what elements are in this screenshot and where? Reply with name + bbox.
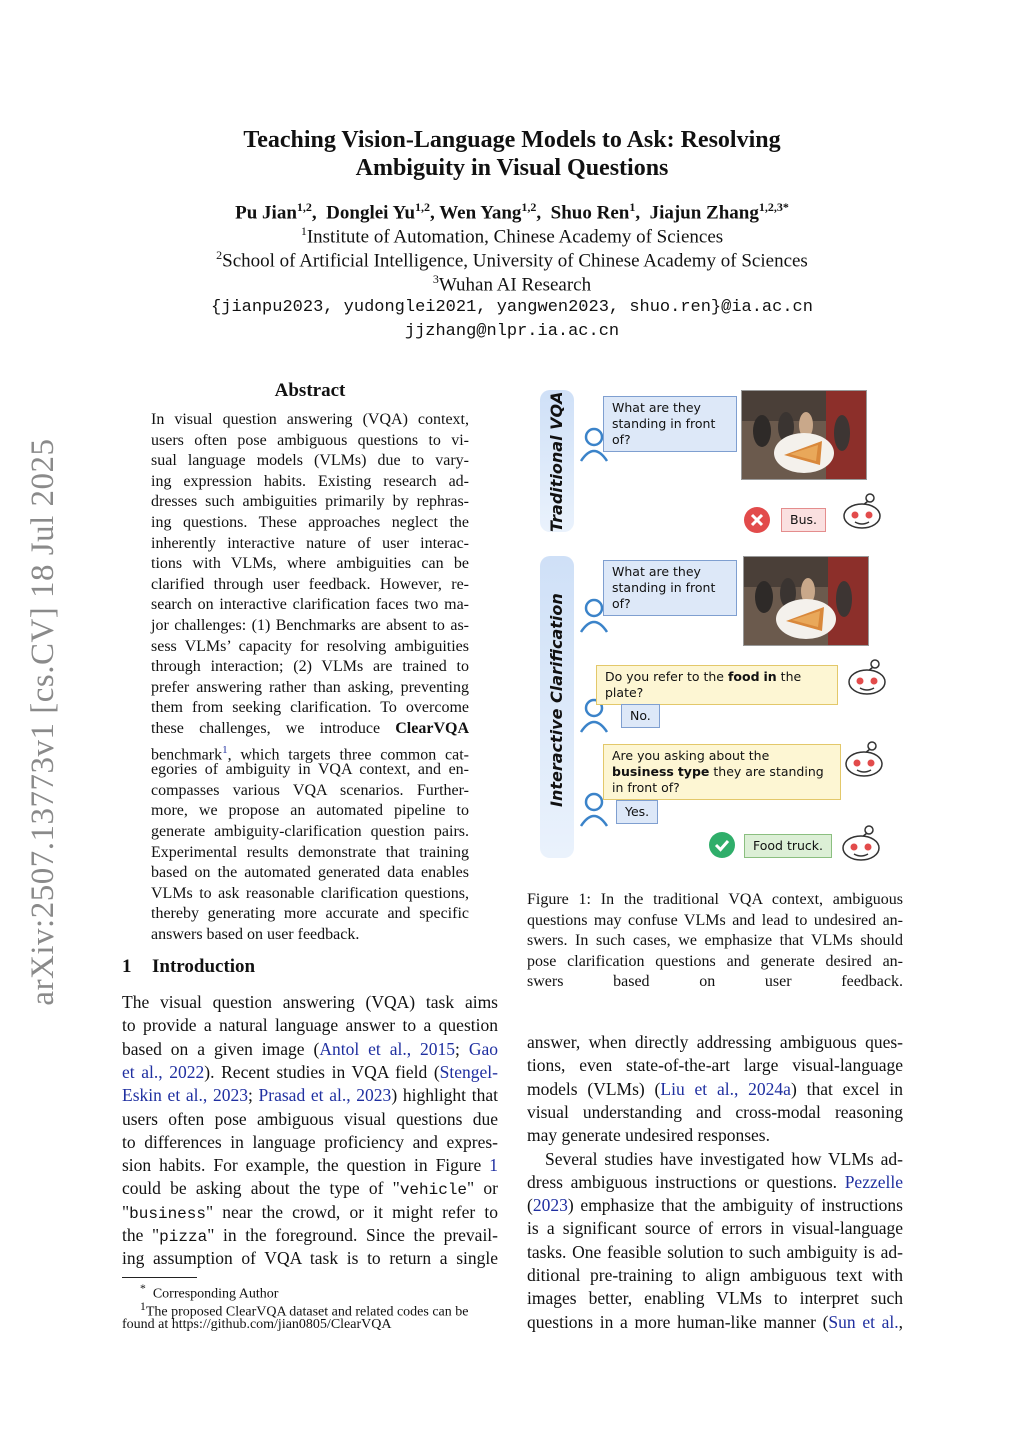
street-photo <box>743 556 869 646</box>
question-bubble: What are they standing in front of? <box>603 560 737 616</box>
introduction-line: "business" near the crowd, or it might refer to <box>122 1201 498 1223</box>
introduction-line: tions, even state-of-the-art large visual-language <box>527 1055 903 1076</box>
introduction-line: is a significant source of errors in visual-language <box>527 1218 903 1239</box>
author-affiliation-mark: 1,2,3* <box>758 200 789 214</box>
introduction-line: answer, when directly addressing ambiguous ques- <box>527 1032 903 1052</box>
introduction-line: to provide a natural language answer to a question <box>122 1015 498 1036</box>
abstract-line: search on interactive clarification faces two ma- <box>151 596 469 614</box>
user-answer-2: Yes. <box>616 800 658 824</box>
abstract-line: egories of ambiguity in VQA context, and en- <box>151 761 469 779</box>
introduction-line: ing assumption of VQA task is to return a single <box>122 1248 498 1269</box>
introduction-line: (2023) emphasize that the ambiguity of instructions <box>527 1195 903 1216</box>
traditional-vqa-label: Traditional VQA <box>547 391 566 532</box>
title-line-1: Teaching Vision-Language Models to Ask: Resolving <box>243 127 781 153</box>
clarification-question-1: Do you refer to the food in the plate? <box>596 665 838 705</box>
abstract-line: more, we propose an automated pipeline to <box>151 802 469 820</box>
caption-line: questions may confuse VLMs and lead to undesired an- <box>527 911 903 929</box>
abstract-line: inherently interactive nature of user interac- <box>151 534 469 552</box>
footnote-rule <box>122 1277 197 1278</box>
abstract-line: thereby generating more accurate and specific <box>151 905 469 923</box>
introduction-line: to differences in language proficiency and expres- <box>122 1131 498 1152</box>
author-name: Pu Jian <box>235 202 297 224</box>
affiliation-1: $^1$Institute of Automation, Chinese Academy of Sciences <box>300 224 724 248</box>
section-title: Introduction <box>152 956 256 977</box>
introduction-line: the "pizza" in the foreground. Since the prevail- <box>122 1225 498 1246</box>
abstract-line: users often pose ambiguous questions to vi- <box>151 431 469 449</box>
final-answer-bubble: Food truck. <box>744 834 832 858</box>
robot-icon <box>839 824 883 864</box>
abstract-line: Experimental results demonstrate that training <box>151 843 469 861</box>
abstract-line: dresses such ambiguities primarily by rephras- <box>151 493 469 511</box>
arxiv-identifier: arXiv:2507.13773v1 [cs.CV] 18 Jul 2025 <box>25 438 61 1006</box>
author-name: Wen Yang <box>439 202 522 224</box>
author-emails: {jianpu2023, yudonglei2021, yangwen2023, shuo.ren}@ia.ac.cn <box>211 298 813 317</box>
abstract-line: VLMs to ask reasonable clarification questions, <box>151 884 469 902</box>
introduction-line: models (VLMs) (Liu et al., 2024a) that excel in <box>527 1078 903 1099</box>
introduction-line: sion habits. For example, the question in Figure 1 <box>122 1155 498 1176</box>
introduction-line: visual understanding and cross-modal reasoning <box>527 1101 903 1122</box>
introduction-line: could be asking about the type of "vehicle" or <box>122 1178 498 1200</box>
footnote-corresponding: * Corresponding Author <box>140 1282 279 1302</box>
abstract-heading: Abstract <box>274 380 346 401</box>
caption-line: swers based on user feedback. <box>527 973 903 991</box>
affiliation-3: $^3$Wuhan AI Research <box>432 272 592 296</box>
abstract-line: them from seeking clarification. To overcome <box>151 699 469 717</box>
cross-icon <box>743 506 771 534</box>
paper-title <box>0 126 1024 182</box>
introduction-line: may generate undesired responses. <box>527 1125 770 1146</box>
introduction-line: questions in a more human-like manner (Sun et al., <box>527 1311 903 1332</box>
abstract-line: sual language models (VLMs) due to vary- <box>151 452 469 470</box>
introduction-line: tasks. One feasible solution to such ambiguity is ad- <box>527 1241 903 1262</box>
author-name: Donglei Yu <box>326 202 416 224</box>
caption-line: pose clarification questions and generate desired an- <box>527 952 903 970</box>
abstract-line: benchmark$^1$, which targets three common cat- <box>151 743 469 763</box>
abstract-line: answers based on user feedback. <box>151 926 360 943</box>
footnote-1-line-1: $^1$The proposed ClearVQA dataset and related codes can be <box>140 1300 469 1320</box>
abstract-line: prefer answering rather than asking, preventing <box>151 678 469 696</box>
author-name: Jiajun Zhang <box>649 202 759 224</box>
clarification-question-2: Are you asking about the business type they are standing in front of? <box>603 744 841 800</box>
robot-icon <box>840 492 884 532</box>
caption-line: swers. In such cases, we emphasize that VLMs should <box>527 932 903 950</box>
check-icon <box>708 831 736 859</box>
abstract-line: based on the automated generated data enables <box>151 864 469 882</box>
section-heading-introduction <box>122 956 255 978</box>
introduction-line: images better, enabling VLMs to interpret such <box>527 1288 903 1309</box>
introduction-line: The visual question answering (VQA) task aims <box>122 992 498 1012</box>
robot-icon <box>842 740 886 780</box>
street-photo <box>741 390 867 480</box>
introduction-line: users often pose ambiguous visual questions due <box>122 1108 498 1129</box>
introduction-line: based on a given image (Antol et al., 2015; Gao <box>122 1038 498 1059</box>
wrong-answer-bubble: Bus. <box>781 508 826 532</box>
abstract-line: compasses various VQA scenarios. Further- <box>151 781 469 799</box>
abstract-line: sess VLMs’ capacity for resolving ambiguities <box>151 637 469 655</box>
abstract-line: ing questions. These approaches neglect the <box>151 514 469 531</box>
author-affiliation-mark: 1,2 <box>521 200 537 214</box>
section-number: 1 <box>122 956 132 977</box>
caption-line: Figure 1: In the traditional VQA context, ambiguous <box>527 891 903 908</box>
interactive-clarification-label: Interactive Clarification <box>547 593 566 807</box>
robot-icon <box>845 658 889 698</box>
author-affiliation-mark: 1 <box>629 200 636 214</box>
title-line-2: Ambiguity in Visual Questions <box>355 155 669 181</box>
abstract-line: tions with VLMs, where ambiguities can be <box>151 555 469 573</box>
abstract-line: generate ambiguity-clarification question pairs. <box>151 823 469 840</box>
abstract-line: through interaction; (2) VLMs are trained to <box>151 658 469 676</box>
author-affiliation-mark: 1,2 <box>296 200 312 214</box>
question-bubble: What are they standing in front of? <box>603 396 737 452</box>
author-list: Pu Jian$^{1,2}$, Donglei Yu$^{1,2}$, Wen Yang$^{1,2}$, Shuo Ren$^1$, Jiajun Zhang$^{1,2,3*}$ <box>235 200 789 224</box>
abstract-line: jor challenges: (1) Benchmarks are absent to as- <box>151 617 469 634</box>
corresponding-email: jjzhang@nlpr.ia.ac.cn <box>404 322 620 341</box>
abstract-line: In visual question answering (VQA) context, <box>151 411 469 428</box>
abstract-line: ing expression habits. Existing research ad- <box>151 472 469 490</box>
introduction-line: ditional pre-training to align ambiguous text with <box>527 1265 903 1285</box>
user-answer-1: No. <box>621 704 660 728</box>
introduction-line: dress ambiguous instructions or questions. Pezzelle <box>527 1171 903 1192</box>
author-name: Shuo Ren <box>550 202 630 224</box>
footnote-1-line-2: found at https://github.com/jian0805/ClearVQA <box>122 1317 392 1332</box>
introduction-line: Several studies have investigated how VLMs ad- <box>545 1148 903 1169</box>
author-affiliation-mark: 1,2 <box>415 200 431 214</box>
affiliation-2: $^2$School of Artificial Intelligence, University of Chinese Academy of Sciences <box>216 248 808 272</box>
abstract-line: these challenges, we introduce ClearVQA <box>151 720 469 737</box>
abstract-line: clarified through user feedback. However, re- <box>151 575 469 593</box>
introduction-line: Eskin et al., 2023; Prasad et al., 2023) highlight that <box>122 1085 498 1106</box>
introduction-line: et al., 2022). Recent studies in VQA field (Stengel- <box>122 1061 498 1082</box>
